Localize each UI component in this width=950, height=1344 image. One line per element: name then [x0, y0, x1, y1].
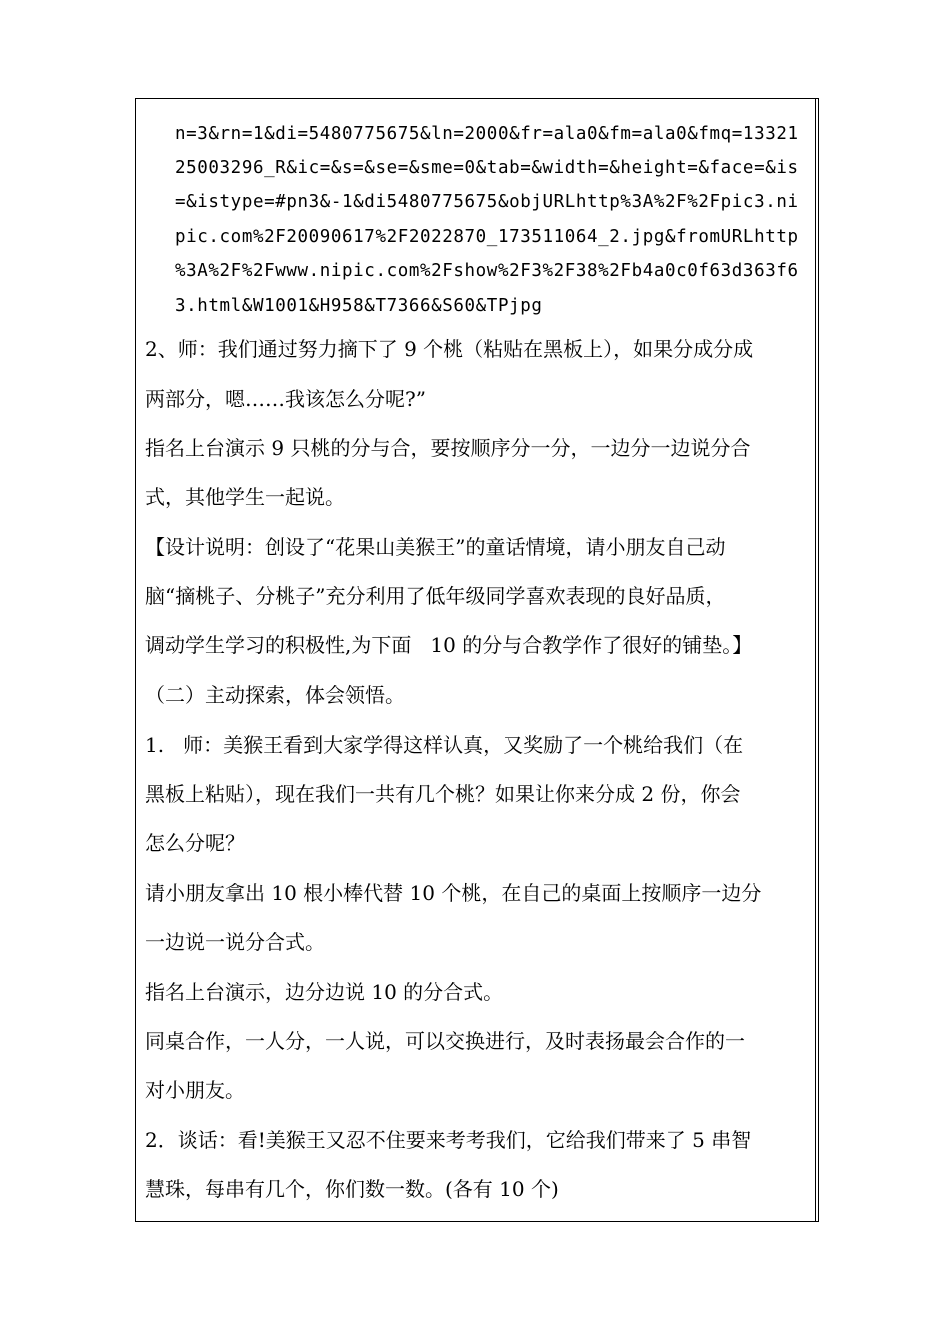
url-line: n=3&rn=1&di=5480775675&ln=2000&fr=ala0&fm=ala0&fmq=13321 — [175, 124, 799, 144]
paragraph-line: 1. 师：美猴王看到大家学得这样认真，又奖励了一个桃给我们（在 — [145, 733, 744, 757]
paragraph-line: 指名上台演示，边分边说 10 的分合式。 — [145, 980, 504, 1004]
paragraph-line: 两部分，嗯……我该怎么分呢?” — [145, 387, 426, 411]
section-heading: （二）主动探索，体会领悟。 — [145, 683, 405, 707]
paragraph-line: 慧珠，每串有几个，你们数一数。(各有 10 个) — [145, 1177, 559, 1201]
paragraph-line: 指名上台演示 9 只桃的分与合，要按顺序分一分，一边分一边说分合 — [145, 436, 751, 460]
paragraph-line: 2、师：我们通过努力摘下了 9 个桃（粘贴在黑板上），如果分成分成 — [145, 337, 754, 361]
paragraph-line: 式，其他学生一起说。 — [145, 485, 345, 509]
paragraph-line: 黑板上粘贴），现在我们一共有几个桃？如果让你来分成 2 份，你会 — [145, 782, 741, 806]
paragraph-line: 怎么分呢？ — [145, 831, 245, 855]
url-line: 3.html&W1001&H958&T7366&S60&TPjpg — [175, 296, 543, 316]
url-line: %3A%2F%2Fwww.nipic.com%2Fshow%2F3%2F38%2Fb4a0c0f63d363f6 — [175, 261, 799, 281]
paragraph-line: 同桌合作，一人分，一人说，可以交换进行，及时表扬最会合作的一 — [145, 1029, 745, 1053]
paragraph-line: 请小朋友拿出 10 根小棒代替 10 个桃，在自己的桌面上按顺序一边分 — [145, 881, 762, 905]
url-line: pic.com%2F20090617%2F2022870_173511064_2.jpg&fromURLhttp — [175, 227, 799, 247]
url-line: =&istype=#pn3&-1&di5480775675&objURLhttp%3A%2F%2Fpic3.ni — [175, 192, 799, 212]
paragraph-line: 2．谈话：看!美猴王又忍不住要来考考我们，它给我们带来了 5 串智 — [145, 1128, 752, 1152]
url-line: 25003296_R&ic=&s=&se=&sme=0&tab=&width=&height=&face=&is — [175, 158, 799, 178]
design-note-line: 脑“摘桃子、分桃子”充分利用了低年级同学喜欢表现的良好品质， — [145, 584, 726, 608]
design-note-line: 【设计说明：创设了“花果山美猴王”的童话情境，请小朋友自己动 — [145, 535, 726, 559]
paragraph-line: 一边说一说分合式。 — [145, 930, 325, 954]
paragraph-line: 对小朋友。 — [145, 1078, 245, 1102]
design-note-line: 调动学生学习的积极性,为下面 10 的分与合教学作了很好的铺垫。】 — [145, 633, 753, 657]
